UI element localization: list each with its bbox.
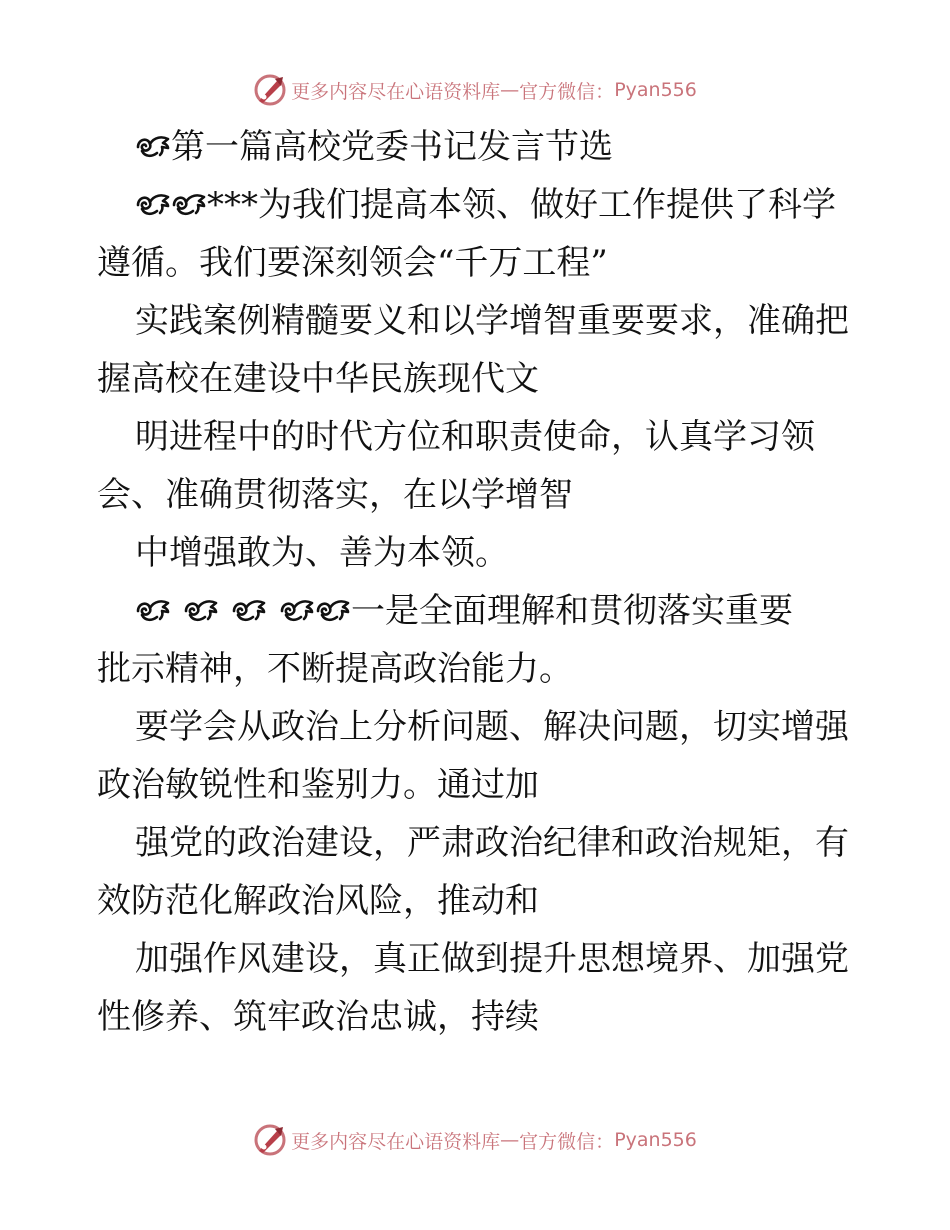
paragraph-line [97,582,857,640]
footer-banner [0,1118,950,1162]
quill-circle-logo-icon [253,1123,287,1157]
header-wechat-id: Pyan556 [614,79,697,101]
paragraph-text: 遵循。我们要深刻领会“千万工程” [97,243,608,283]
quill-circle-logo-icon [253,73,287,107]
paragraph-line [97,814,857,872]
ornament-icon [279,585,315,613]
ornament-icon [171,179,207,207]
footer-wechat-id: Pyan556 [614,1129,697,1151]
paragraph-line [97,930,857,988]
ornament-icon [135,179,171,207]
header-site-text: 更多内容尽在心语资料库 [291,80,501,103]
header-banner [0,68,950,112]
paragraph-line [97,988,857,1046]
paragraph-text: 政治敏锐性和鉴别力。通过加 [97,765,539,805]
paragraph-text: 一是全面理解和贯彻落实重要 [351,591,793,631]
footer-wechat-label: 官方微信： [519,1130,615,1153]
ornament-icon [135,585,171,613]
paragraph-line [97,756,857,814]
paragraph-line [97,872,857,930]
paragraph-line [97,698,857,756]
document-body [97,118,857,1046]
ornament-icon [231,585,267,613]
paragraph-text: 加强作风建设，真正做到提升思想境界、加强党 [135,939,849,979]
paragraph-text: 明进程中的时代方位和职责使命，认真学习领 [135,417,815,457]
paragraph-text: 实践案例精髓要义和以学增智重要要求，准确把 [135,301,849,341]
ornament-icon [315,585,351,613]
paragraph-text: 性修养、筑牢政治忠诚，持续 [97,997,539,1037]
paragraph-text: 握高校在建设中华民族现代文 [97,359,539,399]
paragraph-text: 强党的政治建设，严肃政治纪律和政治规矩，有 [135,823,849,863]
paragraph-line [97,234,857,292]
header-dash: — [500,79,520,101]
paragraph-line [97,408,857,466]
paragraph-text: 要学会从政治上分析问题、解决问题，切实增强 [135,707,849,747]
ornament-icon [183,585,219,613]
paragraph-line [97,466,857,524]
header-wechat-label: 官方微信： [519,80,615,103]
paragraph-text: ***为我们提高本领、做好工作提供了科学 [207,185,836,225]
footer-dash: — [500,1129,520,1151]
paragraph-line [97,350,857,408]
paragraph-text: 中增强敢为、善为本领。 [135,533,509,573]
paragraph-text: 效防范化解政治风险，推动和 [97,881,539,921]
footer-site-text: 更多内容尽在心语资料库 [291,1130,501,1153]
paragraph-line [97,640,857,698]
paragraph-text: 会、准确贯彻落实，在以学增智 [97,475,573,515]
document-title: 第一篇高校党委书记发言节选 [171,127,613,167]
paragraph-text: 批示精神，不断提高政治能力。 [97,649,573,689]
ornament-icon [135,121,171,149]
paragraph-line [97,292,857,350]
document-title-line [97,118,857,176]
paragraph-line [97,524,857,582]
paragraph-line [97,176,857,234]
